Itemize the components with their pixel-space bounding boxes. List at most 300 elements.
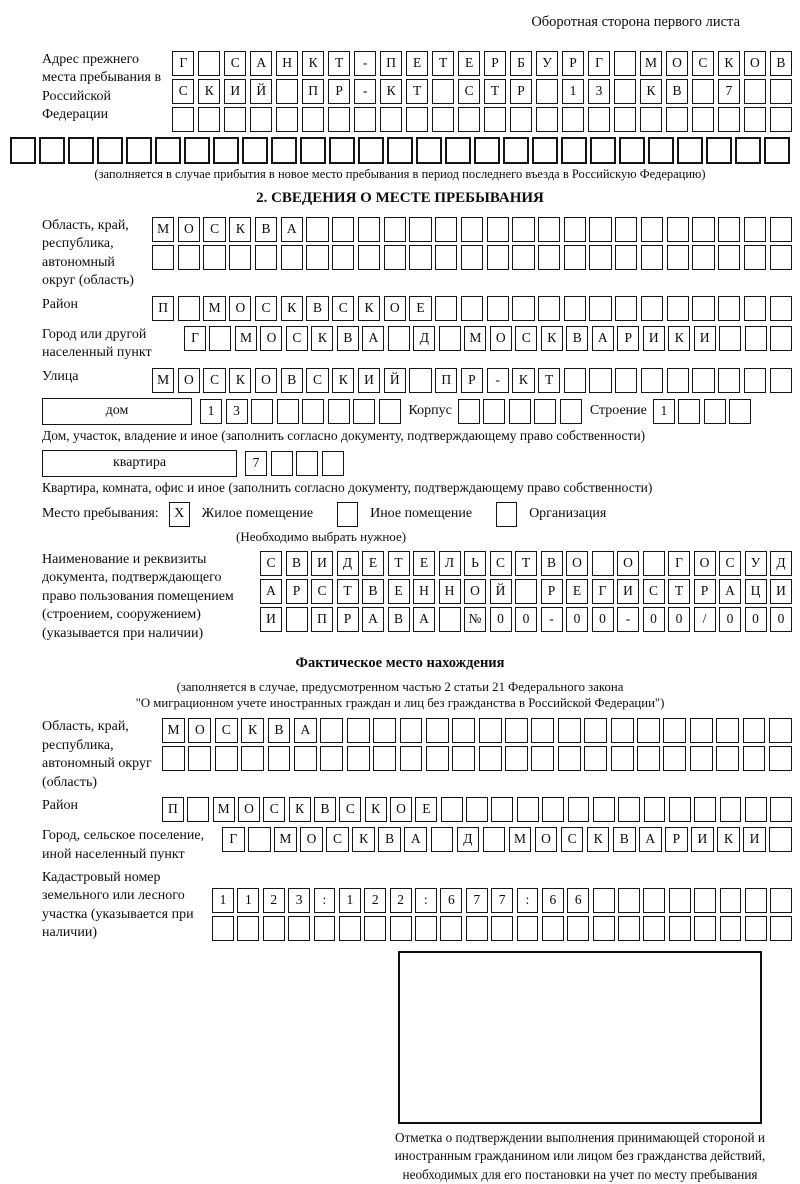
char-cell[interactable]: Р: [461, 368, 483, 393]
char-cell[interactable]: [503, 137, 529, 164]
char-cell[interactable]: [619, 137, 645, 164]
char-cell[interactable]: О: [384, 296, 406, 321]
char-cell[interactable]: :: [517, 888, 539, 913]
char-cell[interactable]: В: [613, 827, 636, 852]
char-cell[interactable]: [593, 797, 615, 822]
char-cell[interactable]: [281, 245, 303, 270]
char-cell[interactable]: [719, 326, 741, 351]
char-cell[interactable]: [744, 107, 766, 132]
char-cell[interactable]: К: [198, 79, 220, 104]
char-cell[interactable]: В: [268, 718, 291, 743]
char-cell[interactable]: П: [302, 79, 324, 104]
char-cell[interactable]: О: [694, 551, 716, 576]
char-cell[interactable]: [531, 718, 554, 743]
char-cell[interactable]: [505, 718, 528, 743]
char-cell[interactable]: И: [358, 368, 380, 393]
char-cell[interactable]: [248, 827, 271, 852]
char-cell[interactable]: У: [536, 51, 558, 76]
char-cell[interactable]: [358, 137, 384, 164]
char-cell[interactable]: В: [378, 827, 401, 852]
char-cell[interactable]: В: [666, 79, 688, 104]
char-cell[interactable]: О: [238, 797, 260, 822]
char-cell[interactable]: О: [666, 51, 688, 76]
char-cell[interactable]: О: [617, 551, 639, 576]
char-cell[interactable]: [690, 718, 713, 743]
char-cell[interactable]: П: [152, 296, 174, 321]
char-cell[interactable]: О: [229, 296, 251, 321]
char-cell[interactable]: Ц: [745, 579, 767, 604]
char-cell[interactable]: [241, 746, 264, 771]
char-cell[interactable]: Т: [538, 368, 560, 393]
char-cell[interactable]: [744, 296, 766, 321]
char-cell[interactable]: О: [178, 217, 200, 242]
char-cell[interactable]: О: [260, 326, 282, 351]
char-cell[interactable]: И: [260, 607, 282, 632]
char-cell[interactable]: Т: [668, 579, 690, 604]
char-cell[interactable]: [618, 797, 640, 822]
char-cell[interactable]: [718, 217, 740, 242]
char-cell[interactable]: [358, 217, 380, 242]
char-cell[interactable]: 0: [770, 607, 792, 632]
char-cell[interactable]: [770, 107, 792, 132]
char-cell[interactable]: [716, 718, 739, 743]
char-cell[interactable]: О: [178, 368, 200, 393]
char-cell[interactable]: [643, 551, 665, 576]
char-cell[interactable]: [294, 746, 317, 771]
char-cell[interactable]: О: [300, 827, 323, 852]
char-cell[interactable]: [692, 368, 714, 393]
char-cell[interactable]: [268, 746, 291, 771]
char-cell[interactable]: [198, 107, 220, 132]
char-cell[interactable]: [347, 718, 370, 743]
char-cell[interactable]: [162, 746, 185, 771]
char-cell[interactable]: [589, 296, 611, 321]
char-cell[interactable]: В: [337, 326, 359, 351]
char-cell[interactable]: 0: [719, 607, 741, 632]
char-cell[interactable]: [286, 607, 308, 632]
char-cell[interactable]: Т: [484, 79, 506, 104]
char-cell[interactable]: Т: [328, 51, 350, 76]
char-cell[interactable]: С: [224, 51, 246, 76]
char-cell[interactable]: [718, 107, 740, 132]
char-cell[interactable]: [461, 217, 483, 242]
char-cell[interactable]: [474, 137, 500, 164]
char-cell[interactable]: А: [413, 607, 435, 632]
char-cell[interactable]: [718, 368, 740, 393]
char-cell[interactable]: [611, 746, 634, 771]
char-cell[interactable]: К: [311, 326, 333, 351]
char-cell[interactable]: [512, 245, 534, 270]
char-cell[interactable]: М: [274, 827, 297, 852]
char-cell[interactable]: Е: [458, 51, 480, 76]
char-cell[interactable]: Р: [337, 607, 359, 632]
char-cell[interactable]: 7: [718, 79, 740, 104]
char-cell[interactable]: [770, 217, 792, 242]
char-cell[interactable]: Й: [384, 368, 406, 393]
char-cell[interactable]: [358, 245, 380, 270]
char-cell[interactable]: [716, 746, 739, 771]
char-cell[interactable]: [615, 296, 637, 321]
char-cell[interactable]: [564, 217, 586, 242]
char-cell[interactable]: С: [643, 579, 665, 604]
char-cell[interactable]: [744, 79, 766, 104]
char-cell[interactable]: [188, 746, 211, 771]
char-cell[interactable]: К: [587, 827, 610, 852]
char-cell[interactable]: А: [592, 326, 614, 351]
char-cell[interactable]: К: [302, 51, 324, 76]
char-cell[interactable]: В: [314, 797, 336, 822]
char-cell[interactable]: [409, 245, 431, 270]
char-cell[interactable]: [510, 107, 532, 132]
checkbox-residential[interactable]: X: [169, 502, 190, 527]
char-cell[interactable]: [320, 718, 343, 743]
char-cell[interactable]: Е: [406, 51, 428, 76]
char-cell[interactable]: [237, 916, 259, 941]
char-cell[interactable]: [384, 217, 406, 242]
char-cell[interactable]: -: [541, 607, 563, 632]
char-cell[interactable]: М: [235, 326, 257, 351]
char-cell[interactable]: Р: [562, 51, 584, 76]
char-cell[interactable]: С: [306, 368, 328, 393]
char-cell[interactable]: А: [639, 827, 662, 852]
char-cell[interactable]: Г: [172, 51, 194, 76]
char-cell[interactable]: В: [286, 551, 308, 576]
char-cell[interactable]: Л: [439, 551, 461, 576]
char-cell[interactable]: [276, 79, 298, 104]
char-cell[interactable]: [663, 718, 686, 743]
char-cell[interactable]: К: [281, 296, 303, 321]
char-cell[interactable]: Р: [694, 579, 716, 604]
char-cell[interactable]: С: [458, 79, 480, 104]
char-cell[interactable]: 1: [339, 888, 361, 913]
char-cell[interactable]: К: [541, 326, 563, 351]
char-cell[interactable]: [339, 916, 361, 941]
char-cell[interactable]: К: [229, 217, 251, 242]
char-cell[interactable]: [390, 916, 412, 941]
char-cell[interactable]: О: [188, 718, 211, 743]
char-cell[interactable]: С: [286, 326, 308, 351]
char-cell[interactable]: Е: [566, 579, 588, 604]
char-cell[interactable]: В: [541, 551, 563, 576]
char-cell[interactable]: И: [743, 827, 766, 852]
char-cell[interactable]: С: [515, 326, 537, 351]
char-cell[interactable]: 6: [542, 888, 564, 913]
char-cell[interactable]: [562, 107, 584, 132]
char-cell[interactable]: М: [640, 51, 662, 76]
char-cell[interactable]: [644, 797, 666, 822]
char-cell[interactable]: 7: [245, 451, 267, 476]
char-cell[interactable]: [641, 368, 663, 393]
char-cell[interactable]: [435, 217, 457, 242]
char-cell[interactable]: [589, 217, 611, 242]
char-cell[interactable]: [615, 245, 637, 270]
char-cell[interactable]: [538, 245, 560, 270]
char-cell[interactable]: [593, 888, 615, 913]
char-cell[interactable]: П: [311, 607, 333, 632]
char-cell[interactable]: К: [241, 718, 264, 743]
char-cell[interactable]: [641, 296, 663, 321]
char-cell[interactable]: [364, 916, 386, 941]
char-cell[interactable]: №: [464, 607, 486, 632]
char-cell[interactable]: [677, 137, 703, 164]
char-cell[interactable]: 0: [668, 607, 690, 632]
char-cell[interactable]: А: [362, 326, 384, 351]
char-cell[interactable]: [666, 107, 688, 132]
char-cell[interactable]: Р: [484, 51, 506, 76]
char-cell[interactable]: Г: [668, 551, 690, 576]
char-cell[interactable]: [542, 797, 564, 822]
char-cell[interactable]: Т: [388, 551, 410, 576]
char-cell[interactable]: [561, 137, 587, 164]
char-cell[interactable]: С: [311, 579, 333, 604]
char-cell[interactable]: И: [617, 579, 639, 604]
char-cell[interactable]: [461, 296, 483, 321]
char-cell[interactable]: [152, 245, 174, 270]
char-cell[interactable]: [663, 746, 686, 771]
char-cell[interactable]: [512, 296, 534, 321]
char-cell[interactable]: [184, 137, 210, 164]
char-cell[interactable]: [435, 296, 457, 321]
char-cell[interactable]: Ь: [464, 551, 486, 576]
checkbox-organization[interactable]: [496, 502, 517, 527]
char-cell[interactable]: С: [332, 296, 354, 321]
char-cell[interactable]: [353, 399, 375, 424]
char-cell[interactable]: [466, 797, 488, 822]
char-cell[interactable]: [452, 746, 475, 771]
char-cell[interactable]: [745, 916, 767, 941]
char-cell[interactable]: -: [487, 368, 509, 393]
checkbox-other-premises[interactable]: [337, 502, 358, 527]
char-cell[interactable]: [491, 797, 513, 822]
char-cell[interactable]: [328, 399, 350, 424]
char-cell[interactable]: С: [719, 551, 741, 576]
char-cell[interactable]: [567, 916, 589, 941]
char-cell[interactable]: -: [354, 51, 376, 76]
char-cell[interactable]: [487, 217, 509, 242]
char-cell[interactable]: [452, 718, 475, 743]
char-cell[interactable]: [178, 245, 200, 270]
char-cell[interactable]: [387, 137, 413, 164]
char-cell[interactable]: [276, 107, 298, 132]
char-cell[interactable]: [439, 326, 461, 351]
char-cell[interactable]: Й: [490, 579, 512, 604]
char-cell[interactable]: Е: [388, 579, 410, 604]
char-cell[interactable]: [589, 245, 611, 270]
char-cell[interactable]: [720, 888, 742, 913]
char-cell[interactable]: Е: [409, 296, 431, 321]
char-cell[interactable]: [487, 245, 509, 270]
char-cell[interactable]: [743, 746, 766, 771]
char-cell[interactable]: [483, 399, 505, 424]
char-cell[interactable]: [769, 746, 792, 771]
char-cell[interactable]: [718, 296, 740, 321]
char-cell[interactable]: [491, 916, 513, 941]
char-cell[interactable]: [643, 888, 665, 913]
char-cell[interactable]: С: [692, 51, 714, 76]
char-cell[interactable]: [614, 79, 636, 104]
char-cell[interactable]: [271, 451, 293, 476]
char-cell[interactable]: [640, 107, 662, 132]
char-cell[interactable]: [203, 245, 225, 270]
char-cell[interactable]: Д: [337, 551, 359, 576]
char-cell[interactable]: П: [435, 368, 457, 393]
char-cell[interactable]: Р: [541, 579, 563, 604]
char-cell[interactable]: К: [352, 827, 375, 852]
char-cell[interactable]: А: [719, 579, 741, 604]
char-cell[interactable]: [590, 137, 616, 164]
char-cell[interactable]: 7: [491, 888, 513, 913]
char-cell[interactable]: [479, 746, 502, 771]
char-cell[interactable]: [354, 107, 376, 132]
char-cell[interactable]: [770, 79, 792, 104]
char-cell[interactable]: [618, 916, 640, 941]
char-cell[interactable]: К: [640, 79, 662, 104]
char-cell[interactable]: [409, 368, 431, 393]
char-cell[interactable]: [379, 399, 401, 424]
char-cell[interactable]: [224, 107, 246, 132]
char-cell[interactable]: [694, 916, 716, 941]
char-cell[interactable]: К: [718, 51, 740, 76]
char-cell[interactable]: [432, 79, 454, 104]
char-cell[interactable]: [611, 718, 634, 743]
char-cell[interactable]: [416, 137, 442, 164]
char-cell[interactable]: [517, 797, 539, 822]
char-cell[interactable]: К: [289, 797, 311, 822]
char-cell[interactable]: 1: [562, 79, 584, 104]
char-cell[interactable]: О: [744, 51, 766, 76]
char-cell[interactable]: [187, 797, 209, 822]
char-cell[interactable]: [380, 107, 402, 132]
char-cell[interactable]: [584, 718, 607, 743]
char-cell[interactable]: [458, 399, 480, 424]
char-cell[interactable]: [770, 326, 792, 351]
char-cell[interactable]: М: [152, 368, 174, 393]
char-cell[interactable]: 1: [200, 399, 222, 424]
char-cell[interactable]: С: [561, 827, 584, 852]
char-cell[interactable]: [302, 107, 324, 132]
char-cell[interactable]: 0: [745, 607, 767, 632]
char-cell[interactable]: М: [464, 326, 486, 351]
char-cell[interactable]: О: [566, 551, 588, 576]
char-cell[interactable]: П: [380, 51, 402, 76]
char-cell[interactable]: [744, 368, 766, 393]
char-cell[interactable]: [769, 827, 792, 852]
char-cell[interactable]: 3: [588, 79, 610, 104]
char-cell[interactable]: И: [691, 827, 714, 852]
char-cell[interactable]: /: [694, 607, 716, 632]
char-cell[interactable]: П: [162, 797, 184, 822]
char-cell[interactable]: [409, 217, 431, 242]
char-cell[interactable]: [558, 746, 581, 771]
char-cell[interactable]: [692, 107, 714, 132]
char-cell[interactable]: [584, 746, 607, 771]
char-cell[interactable]: И: [694, 326, 716, 351]
char-cell[interactable]: [415, 916, 437, 941]
char-cell[interactable]: М: [213, 797, 235, 822]
char-cell[interactable]: И: [224, 79, 246, 104]
char-cell[interactable]: Г: [588, 51, 610, 76]
char-cell[interactable]: [484, 107, 506, 132]
char-cell[interactable]: [300, 137, 326, 164]
char-cell[interactable]: :: [314, 888, 336, 913]
char-cell[interactable]: [439, 607, 461, 632]
char-cell[interactable]: [735, 137, 761, 164]
char-cell[interactable]: [172, 107, 194, 132]
char-cell[interactable]: [706, 137, 732, 164]
char-cell[interactable]: [271, 137, 297, 164]
char-cell[interactable]: 1: [237, 888, 259, 913]
char-cell[interactable]: [209, 326, 231, 351]
char-cell[interactable]: [745, 888, 767, 913]
char-cell[interactable]: Т: [515, 551, 537, 576]
char-cell[interactable]: О: [490, 326, 512, 351]
char-cell[interactable]: А: [250, 51, 272, 76]
char-cell[interactable]: [431, 827, 454, 852]
char-cell[interactable]: В: [306, 296, 328, 321]
char-cell[interactable]: К: [229, 368, 251, 393]
char-cell[interactable]: Г: [222, 827, 245, 852]
char-cell[interactable]: [692, 296, 714, 321]
char-cell[interactable]: Г: [184, 326, 206, 351]
char-cell[interactable]: Н: [276, 51, 298, 76]
char-cell[interactable]: [68, 137, 94, 164]
char-cell[interactable]: [764, 137, 790, 164]
char-cell[interactable]: Е: [415, 797, 437, 822]
char-cell[interactable]: [690, 746, 713, 771]
char-cell[interactable]: [400, 718, 423, 743]
char-cell[interactable]: 0: [643, 607, 665, 632]
char-cell[interactable]: [229, 245, 251, 270]
char-cell[interactable]: [215, 746, 238, 771]
char-cell[interactable]: [560, 399, 582, 424]
char-cell[interactable]: С: [260, 551, 282, 576]
char-cell[interactable]: С: [255, 296, 277, 321]
char-cell[interactable]: [329, 137, 355, 164]
char-cell[interactable]: [536, 79, 558, 104]
char-cell[interactable]: [332, 245, 354, 270]
char-cell[interactable]: И: [311, 551, 333, 576]
char-cell[interactable]: А: [362, 607, 384, 632]
char-cell[interactable]: [618, 888, 640, 913]
char-cell[interactable]: [212, 916, 234, 941]
char-cell[interactable]: [155, 137, 181, 164]
char-cell[interactable]: [445, 137, 471, 164]
char-cell[interactable]: А: [404, 827, 427, 852]
char-cell[interactable]: 3: [226, 399, 248, 424]
char-cell[interactable]: 2: [263, 888, 285, 913]
char-cell[interactable]: [745, 326, 767, 351]
char-cell[interactable]: В: [362, 579, 384, 604]
char-cell[interactable]: -: [617, 607, 639, 632]
char-cell[interactable]: [466, 916, 488, 941]
char-cell[interactable]: [692, 79, 714, 104]
char-cell[interactable]: [615, 217, 637, 242]
char-cell[interactable]: [487, 296, 509, 321]
char-cell[interactable]: [302, 399, 324, 424]
char-cell[interactable]: А: [260, 579, 282, 604]
char-cell[interactable]: С: [326, 827, 349, 852]
char-cell[interactable]: Г: [592, 579, 614, 604]
char-cell[interactable]: О: [464, 579, 486, 604]
char-cell[interactable]: 6: [440, 888, 462, 913]
char-cell[interactable]: [614, 107, 636, 132]
char-cell[interactable]: [615, 368, 637, 393]
char-cell[interactable]: [306, 217, 328, 242]
char-cell[interactable]: [648, 137, 674, 164]
char-cell[interactable]: [97, 137, 123, 164]
char-cell[interactable]: [322, 451, 344, 476]
char-cell[interactable]: [534, 399, 556, 424]
